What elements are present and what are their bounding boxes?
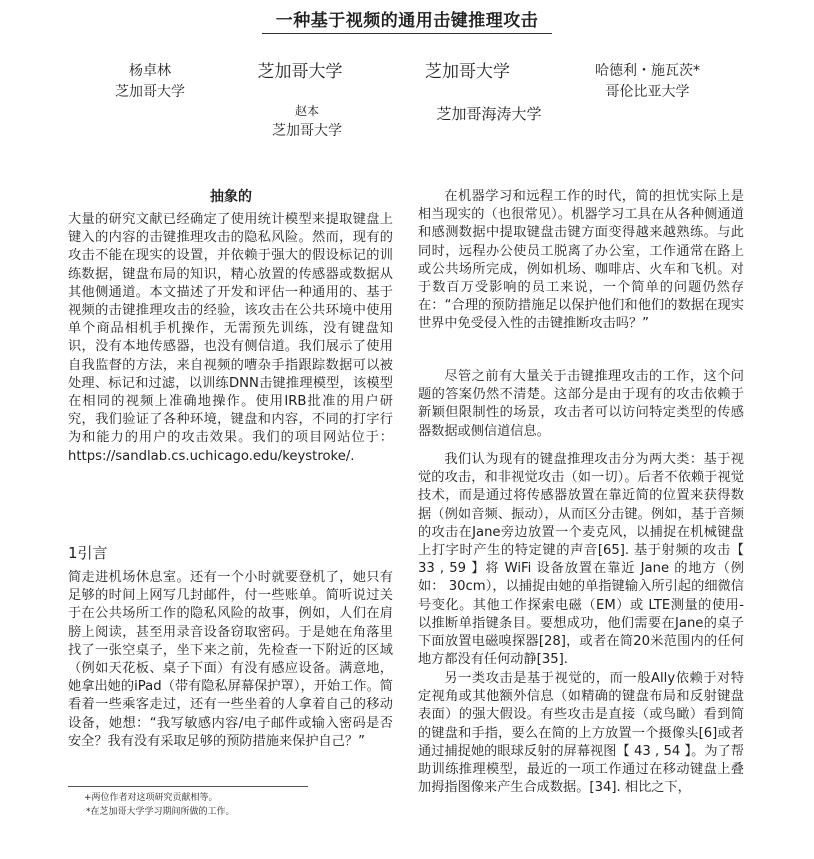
abstract-text: 大量的研究文献已经确定了使用统计模型来提取键盘上键入的内容的击键推理攻击的隐私风险。然而，现有的攻击不能在现实的设置，并依赖于强大的假设标记的训练数据，键盘布局的知识，精心放置的传感器或数据从其他侧通道。本文描述了开发和评估一种通用的、基于视频的击键推理攻击的经验，该攻击在公共环境中使用单个商品相机手机操作，无需预先训练，没有键盘知识，没有本地传感器，也没有侧信道。我们展示了使用自我监督的方法，来自视频的嘈杂手指跟踪数据可以被处理、标记和过滤，以训练DNN击键推理模型，该模型在相同的视频上准确地操作。使用IRB批准的用户研究，我们验证了各种环境，键盘和内容，不同的打字行为和能力的用户的攻击效果。我们的项目网站位于：https://sandlab.cs.uchicago.edu/keystroke/. — [68, 212, 393, 464]
author-block-2 — [240, 62, 360, 83]
right-paragraph-1: 在机器学习和远程工作的时代，简的担忧实际上是相当现实的（也很常见）。机器学习工具在从各种侧通道和感测数据中提取键盘击键方面变得越来越熟练。与此同时，远程办公使员工脱离了办公室，工作通常在路上或公共场所完成，例如机场、咖啡店、火车和飞机。对于数百万受影响的员工来说，一个简单的问题仍然存在：“合理的预防措施足以保护他们和他们的数据在现实世界中免受侵入性的击键推断攻击吗？” — [418, 189, 744, 332]
footnote-equal-contribution: +两位作者对这项研究贡献相等。 — [84, 793, 218, 803]
author-block-1 — [110, 61, 190, 103]
author-name: 赵本 — [294, 104, 319, 118]
author-block-6 — [430, 104, 548, 125]
right-paragraph-3: 我们认为现有的键盘推理攻击分为两大类：基于视觉的攻击，和非视觉攻击（如一切）。后者不依赖于视觉技术，而是通过将传感器放置在靠近简的位置来获得数据（例如音频、振动），从而区分击键。例如，基于音频的攻击在Jane旁边放置一个麦克风，以捕捉在机械键盘上打字时产生的特定键的声音[65]. 基于射频的攻击【 33 , 59 】将 WiFi 设备放置在靠近 Jane 的地方（例如： 30cm），以捕捉由她的单指键输入所引起的细微信号变化。其他工作探索电磁（EM）或 LTE测量的使用-以推断单指键条目。要想成功，他们需要在Jane的桌子下面放置电磁嗅探器[28]，或者在简20米范围内的任何地方都没有任何动静[35]. — [418, 452, 744, 668]
intro-body — [68, 569, 393, 751]
footnote-work-done: *在芝加哥大学学习期间所做的工作。 — [86, 807, 235, 817]
title-rule — [262, 33, 552, 34]
right-paragraph-2: 尽管之前有大量关于击键推理攻击的工作，这个问题的答案仍然不清楚。这部分是由于现有的攻击依赖于新颖但限制性的场景，攻击者可以访问特定类型的传感器数据或侧信道信息。 — [418, 369, 744, 439]
author-affiliation: 芝加哥大学 — [115, 84, 185, 100]
footnote-rule — [68, 786, 308, 787]
paper-title: 一种基于视频的通用击键推理攻击 — [275, 11, 539, 31]
intro-paragraph: 简走进机场休息室。还有一个小时就要登机了，她只有足够的时间上网写几封邮件，付一些账单。简听说过关于在公共场所工作的隐私风险的故事，例如，人们在肩膀上阅读，甚至用录音设备窃取密码。于是她在角落里找了一张空桌子，坐下来之前，先检查一下附近的区域（例如天花板、桌子下面）有没有感应设备。满意地，她拿出她的iPad（带有隐私屏幕保护罩），开始工作。简看着一些乘客走过，还有一些坐着的人拿着自己的移动设备，她想：“我写敏感内容/电子邮件或输入密码是否安全？我有没有采取足够的预防措施来保护自己？” — [68, 570, 393, 749]
author-affiliation: 芝加哥大学 — [272, 123, 342, 139]
author-affiliation: 芝加哥大学 — [425, 62, 510, 82]
author-affiliation: 哥伦比亚大学 — [605, 84, 690, 100]
author-block-3 — [415, 62, 520, 83]
abstract-heading: 抽象的 — [210, 189, 252, 205]
author-name: 杨卓林 — [129, 63, 171, 79]
author-affiliation: 芝加哥大学 — [257, 62, 343, 82]
intro-heading: 1引言 — [68, 544, 108, 562]
author-affiliation: 芝加哥海涛大学 — [436, 105, 542, 123]
author-block-5 — [266, 101, 348, 142]
right-paragraph-4: 另一类攻击是基于视觉的，而一般Ally依赖于对特定视角或其他额外信息（如精确的键盘布局和反射键盘表面）的强大假设。有些攻击是直接（或鸟瞰）看到简的键盘和手指，要么在简的上方放置一个摄像头[6]或者通过捕捉她的眼球反射的屏幕视图【 43 , 54 】。为了帮助训练推理模型，最近的一项工作通过在移动键盘上叠加拇指图像来产生合成数据。[34]. 相比之下， — [418, 671, 744, 796]
abstract-body — [68, 211, 393, 466]
author-name: 哈德利・施瓦茨* — [595, 63, 700, 79]
author-block-4 — [585, 61, 710, 103]
